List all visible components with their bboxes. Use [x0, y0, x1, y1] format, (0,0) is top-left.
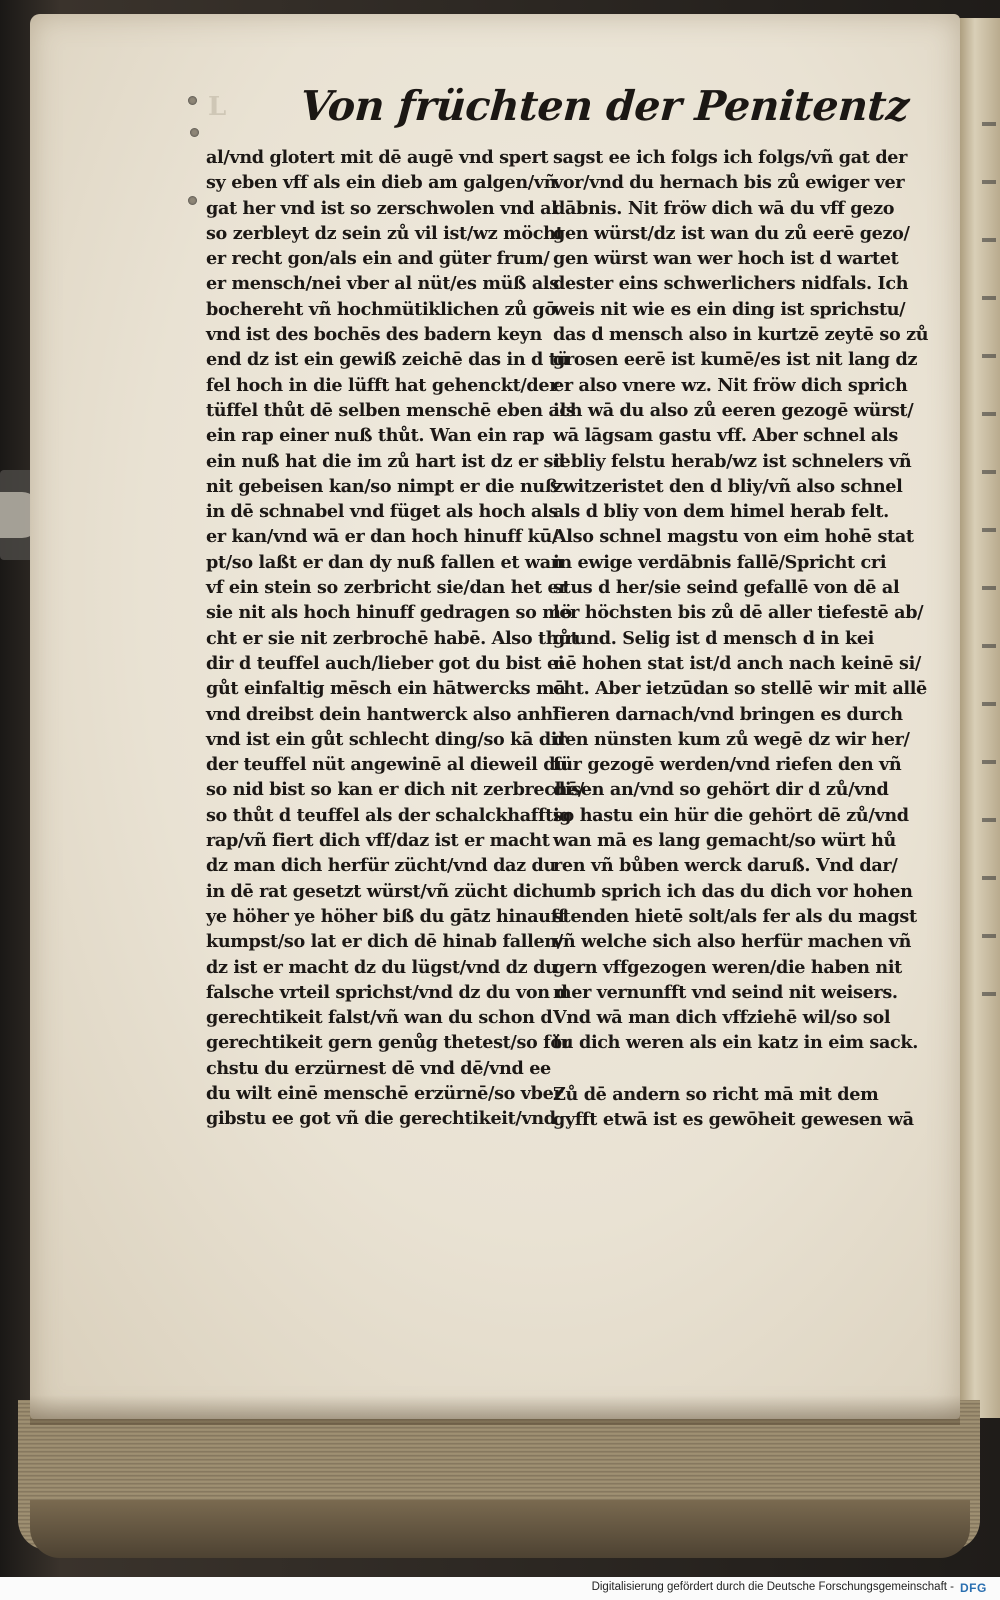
text-line: fieren darnach/vnd bringen es durch — [553, 703, 903, 725]
text-line: gat her vnd ist so zerschwolen vnd al — [206, 197, 558, 219]
text-line: so thůt d teuffel als der schalckhafftig — [206, 804, 572, 826]
text-line: dir d teuffel auch/lieber got du bist ei — [206, 652, 565, 674]
page-hole — [188, 96, 197, 105]
text-line: d bliy felstu herab/wz ist schnelers vñ — [553, 450, 912, 472]
text-line: ein rap einer nuß thůt. Wan ein rap — [206, 425, 545, 447]
text-line: in dē rat gesetzt würst/vñ zücht dich — [206, 880, 554, 902]
text-line: falsche vrteil sprichst/vnd dz du von d — [206, 981, 568, 1003]
text-line: ein nuß hat die im zů hart ist dz er sie — [206, 450, 571, 472]
text-line: dz ist er macht dz du lügst/vnd dz du — [206, 956, 558, 978]
text-line: grosen eerē ist kumē/es ist nit lang dz — [553, 349, 918, 371]
text-line: mer vernunfft vnd seind nit weisers. — [553, 981, 898, 1003]
text-line: gerechtikeit gern genůg thetest/so för — [206, 1032, 571, 1054]
text-line: gůt einfaltig mēsch ein hātwercks mā — [206, 678, 566, 700]
text-line: vf ein stein so zerbricht sie/dan het er — [206, 577, 568, 599]
text-line: al/vnd glotert mit dē augē vnd spert — [206, 147, 549, 168]
footer-credit: Digitalisierung gefördert durch die Deutsche Forschungsgemeinschaft - — [591, 1581, 954, 1593]
text-line: Also schnel magstu von eim hohē stat — [553, 526, 914, 548]
page-hole — [190, 128, 199, 137]
text-line: ler höchsten bis zů dē aller tiefestē ab/ — [553, 602, 924, 624]
text-line: stenden hietē solt/als fer als du magst — [553, 905, 917, 927]
text-line: bochereht vñ hochmütiklichen zů gō — [206, 298, 556, 320]
text-line: das d mensch also in kurtzē zeytē so zů — [553, 324, 929, 346]
text-line: Vnd wā man dich vffziehē wil/so sol — [553, 1007, 891, 1029]
text-line: er recht gon/als ein and güter frum/ — [206, 248, 550, 270]
text-line: rap/vñ fiert dich vff/daz ist er macht — [206, 830, 550, 852]
text-line: sy eben vff als ein dieb am galgen/vñ — [206, 172, 557, 194]
text-line: wan mā es lang gemacht/so würt hů — [553, 830, 896, 852]
text-line: sagst ee ich folgs ich folgs/vñ gat der — [553, 147, 908, 168]
page-header: Von früchten der Penitentz — [298, 82, 911, 130]
page-shadow — [30, 1395, 960, 1425]
text-line: als d bliy von dem himel herab felt. — [553, 501, 889, 523]
text-line: vnd ist ein gůt schlecht ding/so kā dir — [206, 728, 567, 750]
text-line: grund. Selig ist d mensch d in kei — [553, 627, 874, 649]
text-line: chstu du erzürnest dē vnd dē/vnd ee — [206, 1057, 551, 1079]
text-line: nē hohen stat ist/d anch nach keinē si/ — [553, 652, 921, 674]
book-cover-edge — [30, 1500, 970, 1558]
text-line: gerechtikeit falst/vñ wan du schon d — [206, 1007, 553, 1029]
text-line: so hastu ein hür die gehört dē zů/vnd — [553, 804, 909, 826]
text-line: umb sprich ich das du dich vor hohen — [553, 880, 913, 902]
text-line: gen würst wan wer hoch ist d wartet — [553, 248, 899, 270]
right-text-column — [553, 145, 929, 1132]
text-line: ren vñ bůben werck daruß. Vnd dar/ — [553, 855, 898, 877]
text-line: end dz ist ein gewiß zeichē das in d tü — [206, 349, 570, 371]
text-line: dz man dich herfür zücht/vnd daz du — [206, 855, 556, 877]
text-line: cht er sie nit zerbrochē habē. Also thůt — [206, 627, 579, 649]
text-line: er also vnere wz. Nit fröw dich sprich — [553, 374, 908, 396]
text-line: nit gebeisen kan/so nimpt er die nuß — [206, 475, 558, 497]
text-line: vnd ist des bochēs des badern keyn — [206, 324, 542, 346]
text-line: stus d her/sie seind gefallē von dē al — [553, 577, 900, 599]
text-line: gern vffgezogen weren/die haben nit — [553, 956, 902, 978]
text-line: ye höher ye höher biß du gātz hinauff — [206, 905, 566, 927]
text-line: gen würst/dz ist wan du zů eerē gezo/ — [553, 222, 910, 244]
text-line: gyfft etwā ist es gewōheit gewesen wā — [553, 1108, 914, 1130]
left-text-column — [206, 145, 585, 1132]
text-line: gibstu ee got vñ die gerechtikeit/vnd — [206, 1108, 556, 1130]
text-line: dester eins schwerlichers nidfals. Ich — [553, 273, 909, 295]
text-line: ich wā du also zů eeren gezogē würst/ — [553, 399, 914, 421]
facing-page-text-marks — [982, 100, 996, 1000]
text-line: vor/vnd du hernach bis zů ewiger ver — [553, 172, 905, 194]
text-line: wā lāgsam gastu vff. Aber schnel als — [553, 425, 898, 447]
dfg-logo: DFG — [960, 1581, 987, 1595]
text-line: Zů dē andern so richt mā mit dem — [553, 1083, 879, 1105]
text-line: du wilt einē menschē erzürnē/so vber — [206, 1082, 563, 1104]
text-line: vnd dreibst dein hantwerck also anhī — [206, 703, 560, 725]
text-line: tüffel thůt dē selben menschē eben als — [206, 399, 576, 421]
text-line: für gezogē werden/vnd riefen den vñ — [553, 754, 902, 776]
text-line: kumpst/so lat er dich dē hinab fallen/ — [206, 931, 563, 953]
text-line: zwitzeristet den d bliy/vñ also schnel — [553, 475, 903, 497]
folio-number: L — [208, 92, 227, 122]
text-line: sie nit als hoch hinuff gedragen so mö — [206, 602, 572, 624]
text-line: er mensch/nei vber al nüt/es müß als — [206, 273, 559, 295]
text-line: so zerbleyt dz sein zů vil ist/wz möcht — [206, 222, 564, 244]
text-line: disen an/vnd so gehört dir d zů/vnd — [553, 779, 889, 801]
text-line: in dē schnabel vnd füget als hoch als — [206, 501, 558, 523]
page-hole — [188, 196, 197, 205]
text-line: in ewige verdābnis fallē/Spricht cri — [553, 551, 887, 573]
text-line: er kan/vnd wā er dan hoch hinuff kū/ — [206, 526, 558, 548]
text-line: den nünsten kum zů wegē dz wir her/ — [553, 728, 910, 750]
text-line: dābnis. Nit fröw dich wā du vff gezo — [553, 197, 895, 219]
text-line: cht. Aber ietzūdan so stellē wir mit allē — [553, 678, 927, 700]
text-line: weis nit wie es ein ding ist sprichstu/ — [553, 298, 906, 320]
text-line: pt/so laßt er dan dy nuß fallen et wan — [206, 551, 564, 573]
text-line: tu dich weren als ein katz in eim sack. — [553, 1032, 919, 1054]
text-line: der teuffel nüt angewinē al dieweil du — [206, 754, 568, 776]
text-line: so nid bist so kan er dich nit zerbrechē/ — [206, 779, 585, 801]
text-line: vñ welche sich also herfür machen vñ — [553, 931, 912, 953]
text-line: fel hoch in die lüfft hat gehenckt/der — [206, 374, 559, 396]
